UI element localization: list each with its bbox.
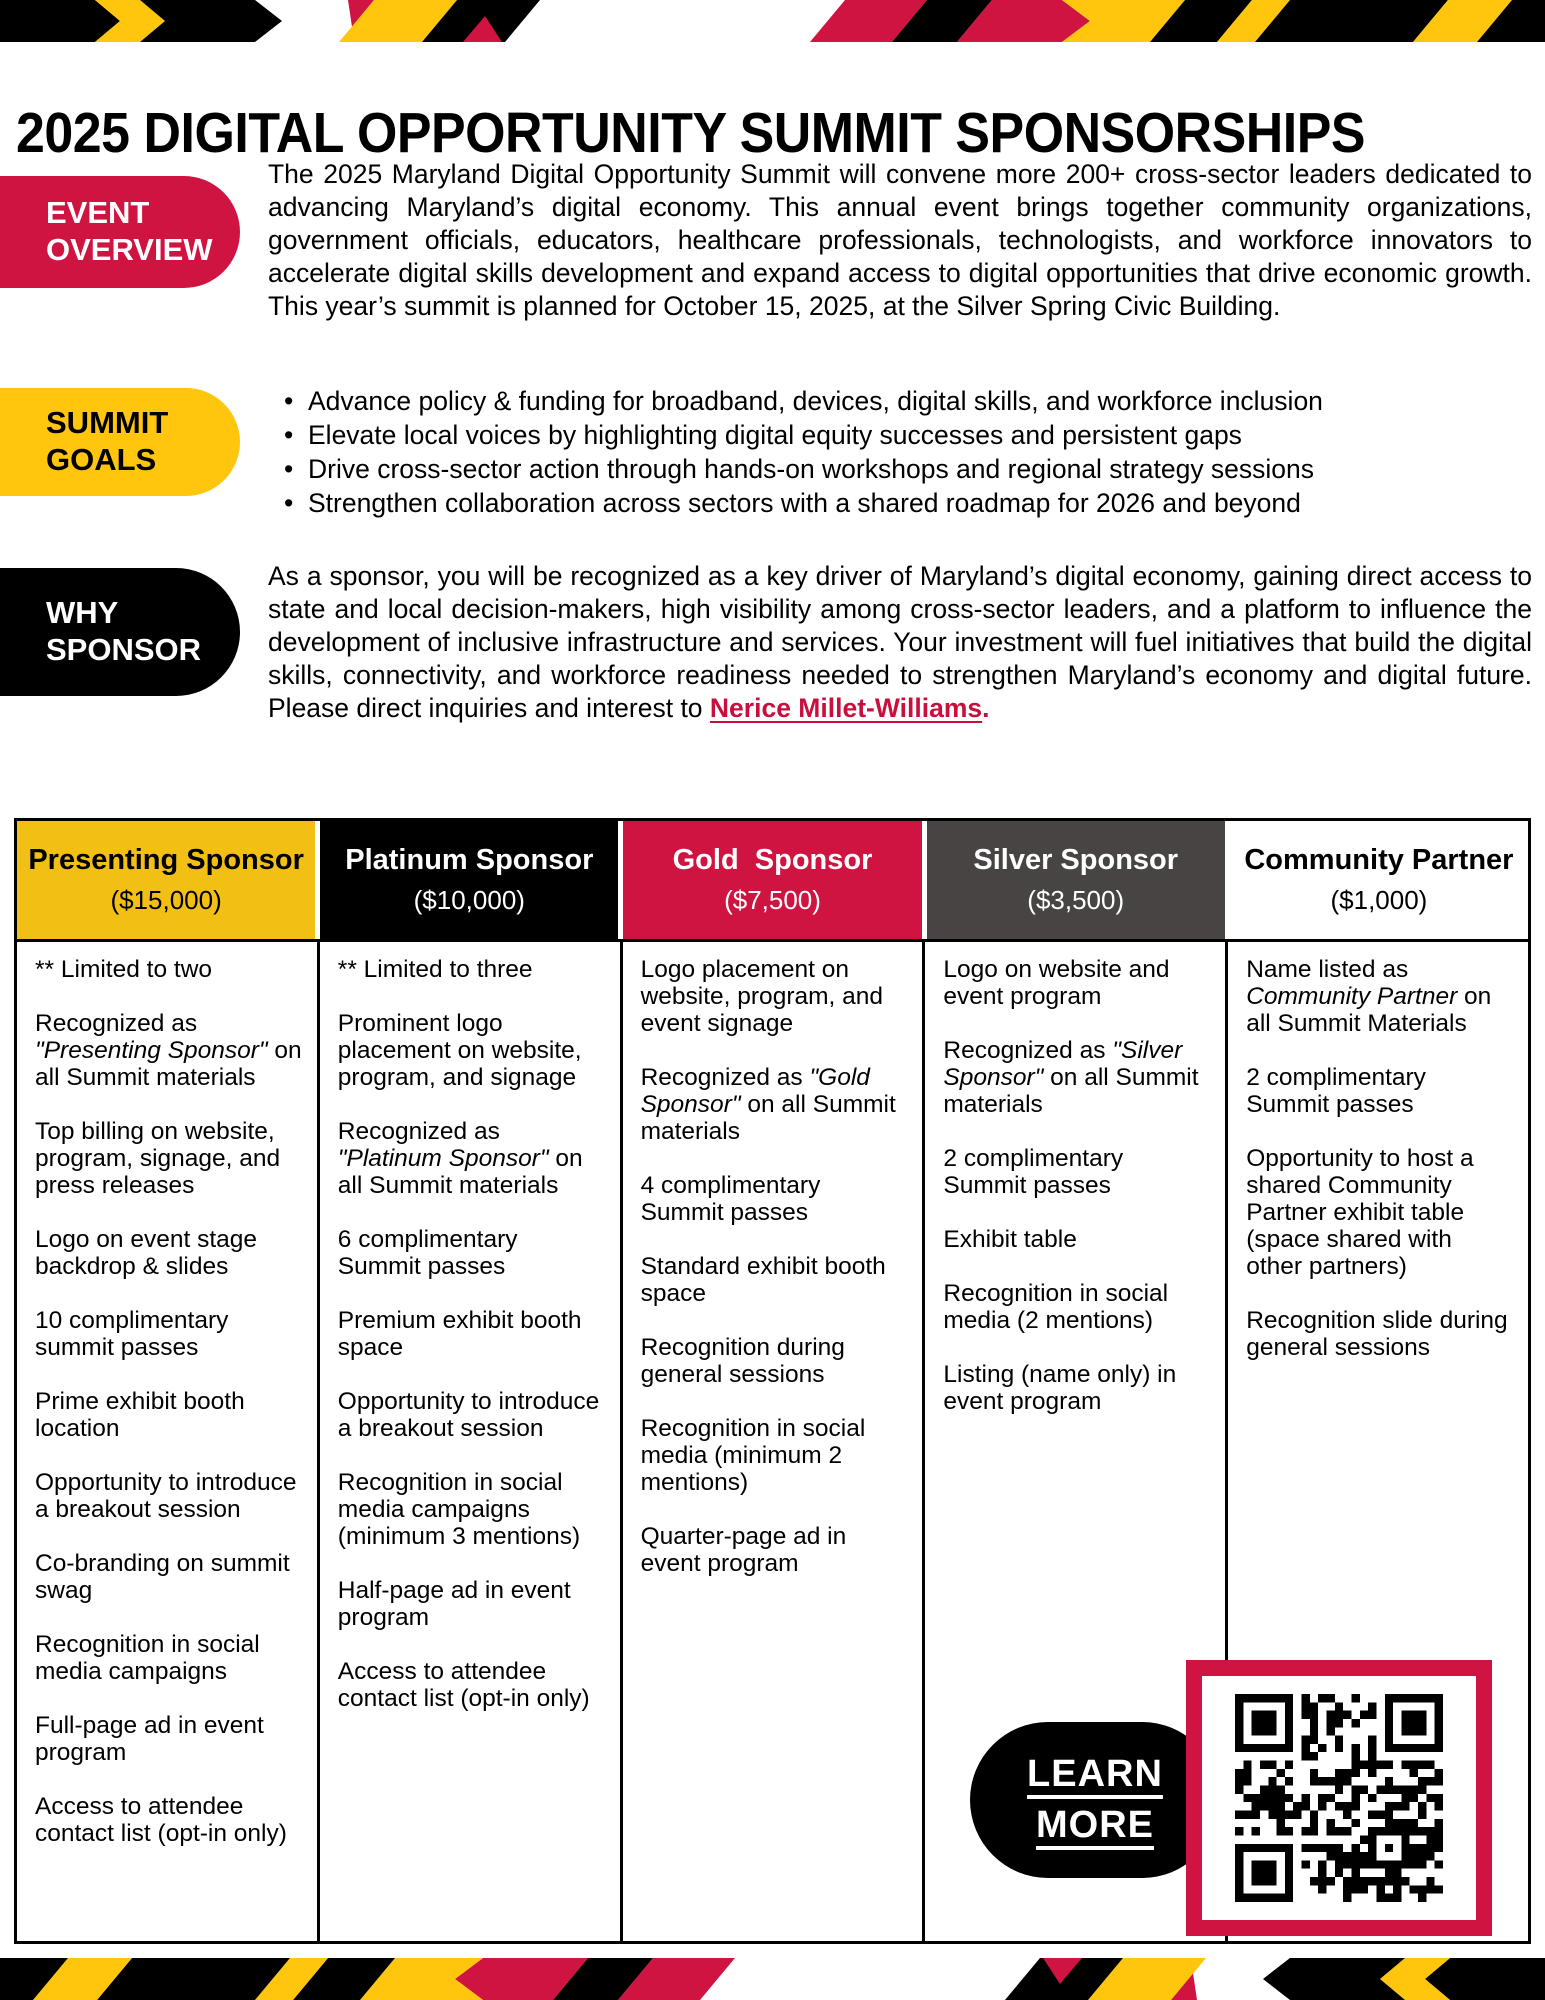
- benefit-item: Quarter-page ad in event program: [640, 1523, 847, 1577]
- benefit-item: 4 complimentary Summit passes: [640, 1172, 821, 1226]
- summit-goals-label-line1: SUMMIT: [46, 405, 169, 441]
- goal-item: • Strengthen collaboration across sectors with a shared roadmap for 2026 and beyond: [282, 486, 1532, 520]
- learn-more-line1: LEARN: [1027, 1752, 1163, 1795]
- tier-header-community: [1225, 821, 1528, 939]
- benefit-item: Recognition in social media campaigns: [35, 1631, 260, 1685]
- benefit-item: Name listed as Community Partner on all Summit Materials: [1246, 956, 1492, 1037]
- benefit-item: Logo placement on website, program, and event signage: [640, 956, 883, 1037]
- benefit-item: Exhibit table: [943, 1226, 1077, 1253]
- tier-name: Community Partner: [1244, 844, 1514, 876]
- benefit-item: Access to attendee contact list (opt-in only): [337, 1658, 590, 1712]
- tier-name: Gold Sponsor: [672, 844, 873, 876]
- tier-header-presenting: [17, 821, 315, 939]
- tier-header-gold: [618, 821, 921, 939]
- qr-code-pattern: [1235, 1694, 1443, 1902]
- tier-benefits-gold: [620, 942, 923, 1941]
- bottom-border-decoration: [0, 1958, 1545, 2000]
- benefit-item: Opportunity to introduce a breakout session: [337, 1388, 600, 1442]
- benefit-item: Opportunity to host a shared Community Partner exhibit table (space shared with other partners): [1246, 1145, 1474, 1280]
- benefit-item: 6 complimentary Summit passes: [337, 1226, 518, 1280]
- tier-name: Silver Sponsor: [973, 844, 1179, 876]
- benefit-item: Access to attendee contact list (opt-in only): [35, 1793, 287, 1847]
- tier-price: ($15,000): [110, 885, 222, 915]
- benefit-item: Logo on website and event program: [943, 956, 1170, 1010]
- benefit-item: Standard exhibit booth space: [640, 1253, 886, 1307]
- benefit-item: Listing (name only) in event program: [943, 1361, 1177, 1415]
- benefit-item: Logo on event stage backdrop & slides: [35, 1226, 258, 1280]
- benefit-item: Recognized as "Silver Sponsor" on all Summit materials: [943, 1037, 1199, 1118]
- benefit-item: ** Limited to three: [337, 956, 533, 983]
- benefit-item: Recognized as "Gold Sponsor" on all Summit materials: [640, 1064, 896, 1145]
- benefit-item: Recognition slide during general sessions: [1246, 1307, 1508, 1361]
- why-sponsor-label-line1: WHY: [46, 595, 119, 631]
- goal-item: • Elevate local voices by highlighting digital equity successes and persistent gaps: [282, 418, 1532, 452]
- qr-code-inner: [1202, 1676, 1476, 1920]
- learn-more-button[interactable]: [970, 1722, 1220, 1878]
- tier-price: ($3,500): [1027, 885, 1125, 915]
- why-sponsor-text-period: .: [982, 693, 990, 723]
- goal-item: • Drive cross-sector action through hands-on workshops and regional strategy sessions: [282, 452, 1532, 486]
- tier-benefits-presenting: [17, 942, 317, 1941]
- tier-benefits-platinum: [317, 942, 620, 1941]
- tier-price: ($1,000): [1330, 885, 1428, 915]
- benefit-item: Recognition during general sessions: [640, 1334, 845, 1388]
- tier-name: Platinum Sponsor: [345, 844, 594, 876]
- why-sponsor-text: [268, 560, 1532, 725]
- benefit-item: Full-page ad in event program: [35, 1712, 264, 1766]
- event-overview-badge: [0, 176, 240, 288]
- tier-header-platinum: [315, 821, 618, 939]
- why-sponsor-label-line2: SPONSOR: [46, 632, 202, 667]
- event-overview-label-line2: OVERVIEW: [46, 232, 213, 267]
- qr-code: [1186, 1660, 1492, 1936]
- benefit-item: Recognized as "Presenting Sponsor" on all Summit materials: [35, 1010, 302, 1091]
- benefit-item: Opportunity to introduce a breakout session: [35, 1469, 297, 1523]
- tier-price: ($7,500): [724, 885, 821, 915]
- benefit-item: Prime exhibit booth location: [35, 1388, 245, 1442]
- benefit-item: 2 complimentary Summit passes: [1246, 1064, 1426, 1118]
- benefit-item: 2 complimentary Summit passes: [943, 1145, 1124, 1199]
- why-sponsor-badge: [0, 568, 240, 696]
- benefit-item: Recognition in social media (minimum 2 mentions): [640, 1415, 866, 1496]
- tier-price: ($10,000): [413, 885, 525, 915]
- benefit-item: Recognition in social media (2 mentions): [943, 1280, 1169, 1334]
- tier-header-silver: [922, 821, 1225, 939]
- benefit-item: ** Limited to two: [35, 956, 213, 983]
- event-overview-label-line1: EVENT: [46, 195, 150, 231]
- benefit-item: Top billing on website, program, signage, and press releases: [35, 1118, 281, 1199]
- summit-goals-label-line2: GOALS: [46, 442, 157, 477]
- tier-name: Presenting Sponsor: [28, 844, 304, 876]
- benefit-item: Prominent logo placement on website, program, and signage: [337, 1010, 582, 1091]
- benefit-item: Co-branding on summit swag: [35, 1550, 290, 1604]
- benefit-item: Half-page ad in event program: [337, 1577, 571, 1631]
- benefit-item: Recognition in social media campaigns (minimum 3 mentions): [337, 1469, 581, 1550]
- benefit-item: Recognized as "Platinum Sponsor" on all Summit materials: [337, 1118, 583, 1199]
- event-overview-text: The 2025 Maryland Digital Opportunity Summit will convene more 200+ cross-sector leaders dedicated to advancing Maryland’s digital economy. This annual event brings together community organizations, government officials, educators, healthcare professionals, technologists, and workforce innovators to accelerate digital skills development and expand access to digital opportunities that drive economic growth. This year’s summit is planned for October 15, 2025, at the Silver Spring Civic Building.: [268, 159, 1532, 321]
- summit-goals-badge: [0, 388, 240, 496]
- benefit-item: Premium exhibit booth space: [337, 1307, 582, 1361]
- sponsorship-table-header-row: [17, 821, 1528, 939]
- top-border-decoration: [0, 0, 1545, 42]
- contact-link[interactable]: Nerice Millet-Williams: [709, 693, 983, 723]
- benefit-item: 10 complimentary summit passes: [35, 1307, 229, 1361]
- summit-goals-list: [282, 384, 1532, 520]
- page-title: 2025 DIGITAL OPPORTUNITY SUMMIT SPONSORSHIPS: [16, 101, 1366, 166]
- why-sponsor-text-body: As a sponsor, you will be recognized as a key driver of Maryland’s digital economy, gaining direct access to state and local decision-makers, high visibility among cross-sector leaders, and a platform to influence the development of inclusive infrastructure and services. Your investment will fuel initiatives that build the digital skills, connectivity, and workforce readiness needed to strengthen Maryland’s economy and digital future. Please direct inquiries and interest to: [268, 561, 1532, 723]
- learn-more-line2: MORE: [1036, 1804, 1154, 1846]
- goal-item: • Advance policy & funding for broadband, devices, digital skills, and workforce inclusion: [282, 384, 1532, 418]
